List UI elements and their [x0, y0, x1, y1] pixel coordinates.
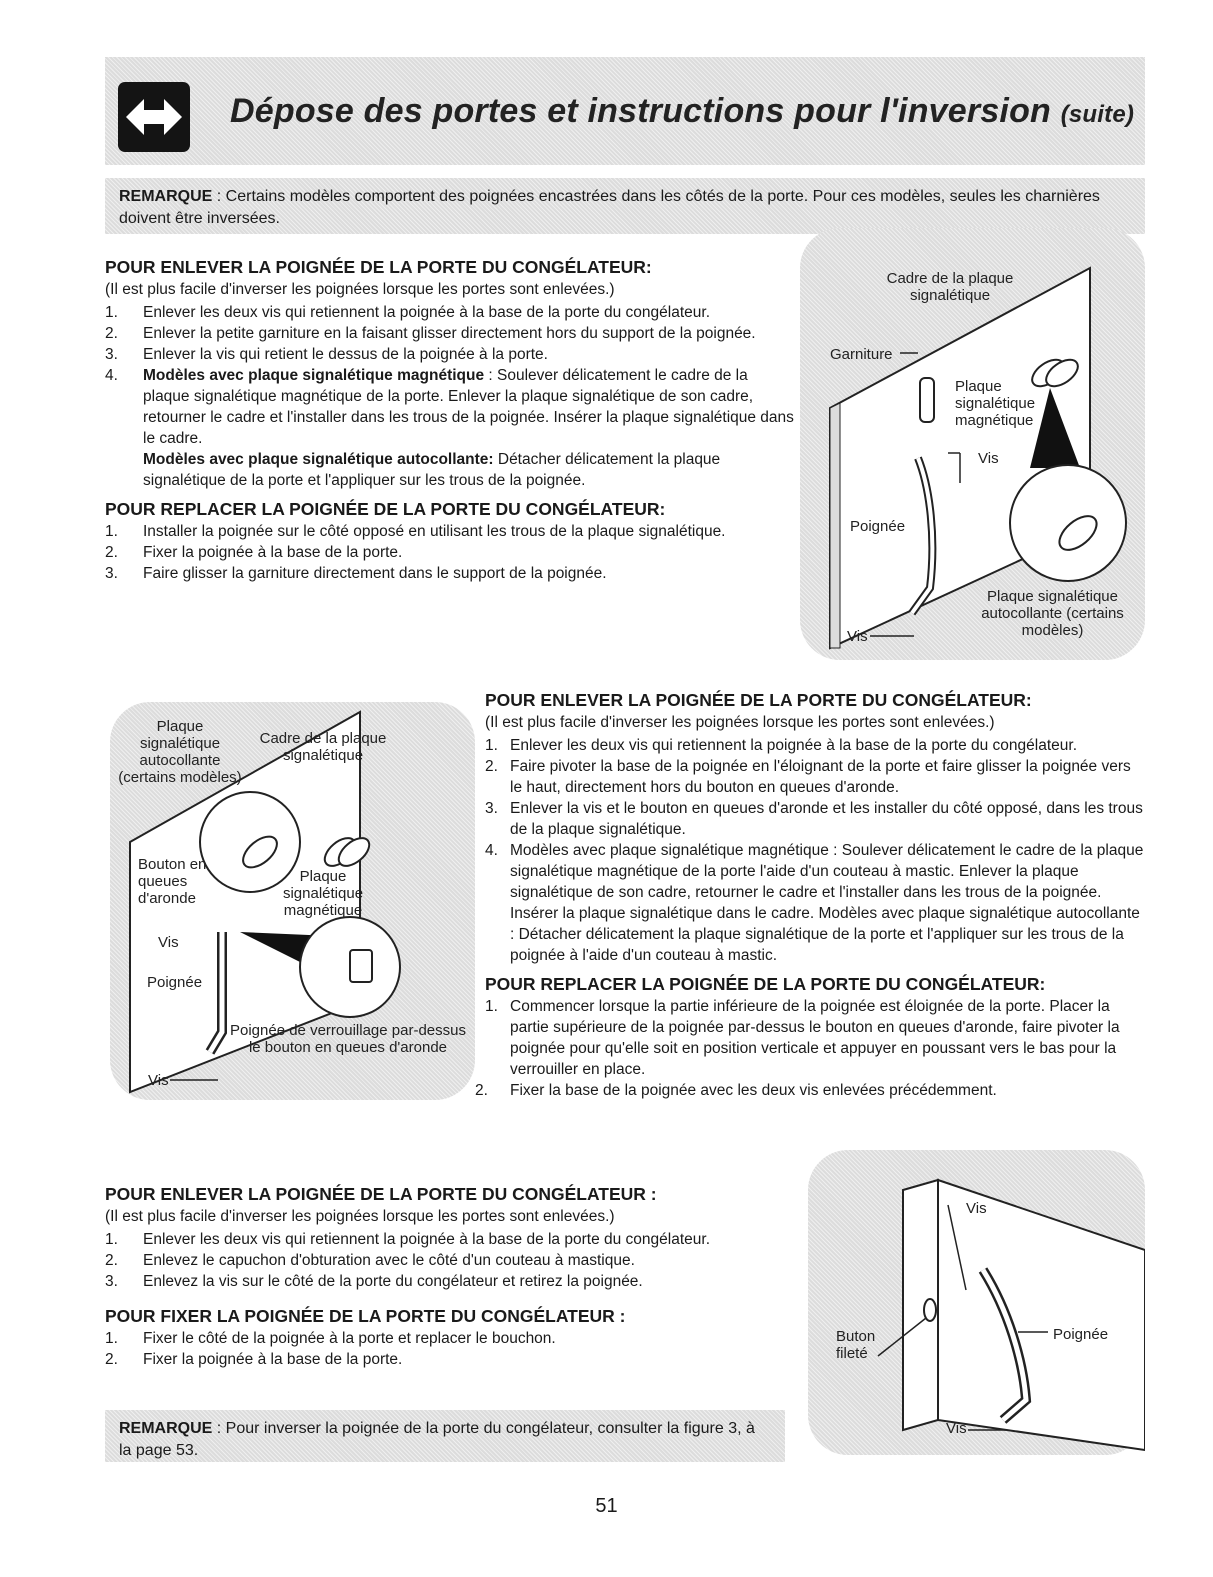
list-item	[475, 1080, 1145, 1101]
note-bottom-text: : Pour inverser la poignée de la porte du congélateur, consulter la figure 3, à la page 53.	[119, 1420, 755, 1459]
list-item	[485, 735, 1145, 756]
step-number: 1.	[105, 1231, 118, 1248]
note-bottom	[105, 1410, 785, 1462]
list-item	[105, 1328, 795, 1349]
step-number: 1.	[105, 1330, 118, 1347]
list-item	[105, 1229, 795, 1250]
section3-remove-steps	[105, 1229, 795, 1292]
figure1-label-vis-top: Vis	[978, 450, 999, 467]
step-number: 3.	[105, 565, 118, 582]
step-number: 2.	[105, 325, 118, 342]
figure3-label-poignee: Poignée	[1053, 1326, 1109, 1343]
figure3-label-buton-filete: Buton fileté	[836, 1328, 876, 1362]
step-text: : Soulever délicatement le cadre de la plaque signalétique magnétique de la porte. Enlever la plaque signalétique de son cadre, retourner le cadre et l'installer dans les trous de la poignée. Insérer la plaque signalétique dans le cadre.	[143, 367, 794, 447]
step-text: Fixer la base de la poignée avec les deux vis enlevées précédemment.	[510, 1082, 997, 1099]
figure1	[800, 228, 1145, 660]
figure3-label-vis-top: Vis	[966, 1200, 987, 1217]
step-number: 1.	[485, 998, 498, 1015]
figure2-label-poignee: Poignée	[147, 974, 203, 991]
step-text: Commencer lorsque la partie inférieure de la poignée est éloignée de la porte. Placer la partie supérieure de la poignée par-dessus le bouton en queues d'aronde, faire pivoter la poignée pour qu'elle soit en position verticale et appuyer en poussant vers le bas pour la verrouiller en place.	[510, 998, 1120, 1078]
page-title	[230, 92, 1134, 131]
step-number: 2.	[485, 758, 498, 775]
step-subparagraph	[143, 449, 795, 491]
step-text: Détacher délicatement la plaque signalétique de la porte et l'appliquer sur les trous de la poignée.	[143, 451, 721, 489]
step-number: 1.	[105, 523, 118, 540]
step-text: Installer la poignée sur le côté opposé en utilisant les trous de la plaque signalétique.	[143, 523, 726, 540]
figure2	[110, 702, 475, 1100]
figure1-label-plaque-magnetique: Plaque signalétique magnétique	[955, 378, 1036, 429]
section3-text	[105, 1182, 795, 1370]
section2-remove-title: POUR ENLEVER LA POIGNÉE DE LA PORTE DU CONGÉLATEUR:	[485, 690, 1032, 710]
note-top	[105, 178, 1145, 234]
figure2-label-poignee-verrouillage: Poignée de verrouillage par-dessus le bouton en queues d'aronde	[230, 1022, 466, 1056]
figure2-label-plaque-autocollante: Plaque signalétique autocollante (certains modèles)	[118, 718, 242, 786]
figure2-label-bouton: Bouton en queues d'aronde	[138, 856, 207, 907]
note-top-label: REMARQUE	[119, 188, 213, 205]
list-item	[485, 798, 1145, 840]
page-title-suffix: (suite)	[1060, 101, 1135, 128]
step-text: Enlever la vis qui retient le dessus de la poignée à la porte.	[143, 346, 548, 363]
figure2-label-vis-bottom: Vis	[148, 1072, 169, 1089]
double-arrow-icon	[118, 82, 190, 152]
step-text: Faire pivoter la base de la poignée en l'éloignant de la porte et faire glisser la poignée vers le haut, directement hors du bouton en queues d'aronde.	[510, 758, 1131, 796]
section3-intro: (Il est plus facile d'inverser les poignées lorsque les portes sont enlevées.)	[105, 1208, 615, 1225]
step-number: 2.	[105, 1351, 118, 1368]
list-item	[105, 1349, 795, 1370]
figure1-label-garniture: Garniture	[830, 346, 893, 363]
list-item	[105, 344, 795, 365]
figure3-label-vis-bottom: Vis	[946, 1420, 967, 1437]
note-top-text: : Certains modèles comportent des poignées encastrées dans les côtés de la porte. Pour ces modèles, seules les charnières doivent être inversées.	[119, 188, 1100, 227]
step-text: Fixer la poignée à la base de la porte.	[143, 1351, 403, 1368]
step-number: 2.	[475, 1082, 488, 1099]
section1-intro: (Il est plus facile d'inverser les poignées lorsque les portes sont enlevées.)	[105, 281, 615, 298]
list-item	[105, 542, 795, 563]
section3-fix-title: POUR FIXER LA POIGNÉE DE LA PORTE DU CONGÉLATEUR :	[105, 1306, 626, 1326]
list-item	[105, 1250, 795, 1271]
list-item	[485, 996, 1145, 1080]
section3-remove-title: POUR ENLEVER LA POIGNÉE DE LA PORTE DU CONGÉLATEUR :	[105, 1184, 657, 1204]
figure1-label-poignee: Poignée	[850, 518, 906, 535]
section1-text	[105, 255, 795, 584]
section2-replace-steps	[475, 996, 1145, 1101]
section2-text	[475, 688, 1145, 1101]
list-item	[485, 840, 1145, 966]
step-text: Enlever la petite garniture en la faisant glisser directement hors du support de la poignée.	[143, 325, 756, 342]
list-item	[105, 302, 795, 323]
step-number: 4.	[485, 842, 498, 859]
step-text: Fixer le côté de la poignée à la porte et replacer le bouchon.	[143, 1330, 556, 1347]
page-number: 51	[595, 1495, 618, 1517]
section1-remove-steps	[105, 302, 795, 491]
step-number: 3.	[105, 1273, 118, 1290]
section2-remove-steps	[485, 735, 1145, 966]
step-number: 3.	[105, 346, 118, 363]
figure2-label-vis-top: Vis	[158, 934, 179, 951]
list-item	[105, 323, 795, 344]
section2-intro: (Il est plus facile d'inverser les poignées lorsque les portes sont enlevées.)	[485, 714, 995, 731]
section1-remove-title: POUR ENLEVER LA POIGNÉE DE LA PORTE DU CONGÉLATEUR:	[105, 257, 652, 277]
step-text: Enlever les deux vis qui retiennent la poignée à la base de la porte du congélateur.	[143, 304, 710, 321]
note-bottom-label: REMARQUE	[119, 1420, 213, 1437]
step-text: Enlever les deux vis qui retiennent la poignée à la base de la porte du congélateur.	[143, 1231, 710, 1248]
list-item	[485, 756, 1145, 798]
step-text: Enlever les deux vis qui retiennent la poignée à la base de la porte du congélateur.	[510, 737, 1077, 754]
section1-replace-title: POUR REPLACER LA POIGNÉE DE LA PORTE DU CONGÉLATEUR:	[105, 499, 666, 519]
list-item	[105, 1271, 795, 1292]
section3-fix-steps	[105, 1328, 795, 1370]
step-bold: Modèles avec plaque signalétique magnétique	[143, 367, 485, 384]
step-text: Modèles avec plaque signalétique magnétique : Soulever délicatement le cadre de la plaque signalétique magnétique de la porte l'aide d'un couteau à mastic. Enlever la plaque signalétique de son cadre, retourner le cadre et l'installer dans les trous de la poignée. Insérer la plaque signalétique dans le cadre. Modèles avec plaque signalétique autocollante : Détacher délicatement la plaque signalétique de la porte et l'appliquer sur les trous de la poignée à l'aide d'un couteau à mastic.	[510, 842, 1144, 964]
list-item	[105, 365, 795, 491]
step-number: 2.	[105, 544, 118, 561]
step-text: Fixer la poignée à la base de la porte.	[143, 544, 403, 561]
step-text: Enlevez le capuchon d'obturation avec le côté d'un couteau à mastique.	[143, 1252, 635, 1269]
step-number: 1.	[485, 737, 498, 754]
figure1-label-cadre: Cadre de la plaque signalétique	[886, 270, 1014, 304]
list-item	[105, 563, 795, 584]
step-text: Faire glisser la garniture directement dans le support de la poignée.	[143, 565, 607, 582]
section1-replace-steps	[105, 521, 795, 584]
figure2-label-cadre: Cadre de la plaque signalétique	[259, 730, 387, 764]
list-item	[105, 521, 795, 542]
step-text: Enlevez la vis sur le côté de la porte du congélateur et retirez la poignée.	[143, 1273, 643, 1290]
step-text: Enlever la vis et le bouton en queues d'aronde et les installer du côté opposé, dans les trous de la plaque signalétique.	[510, 800, 1143, 838]
step-bold: Modèles avec plaque signalétique autocollante:	[143, 451, 494, 468]
step-number: 1.	[105, 304, 118, 321]
section2-replace-title: POUR REPLACER LA POIGNÉE DE LA PORTE DU CONGÉLATEUR:	[485, 974, 1046, 994]
figure1-label-plaque-autocollante: Plaque signalétique autocollante (certains modèles)	[981, 588, 1124, 639]
step-number: 2.	[105, 1252, 118, 1269]
step-number: 4.	[105, 367, 118, 384]
figure1-label-vis-bottom: Vis	[847, 628, 868, 645]
figure3	[808, 1150, 1145, 1455]
figure3-drawing	[808, 1150, 1145, 1455]
page-title-text: Dépose des portes et instructions pour l'inversion	[230, 92, 1052, 130]
step-number: 3.	[485, 800, 498, 817]
figure2-label-plaque-magnetique: Plaque signalétique magnétique	[282, 868, 364, 919]
